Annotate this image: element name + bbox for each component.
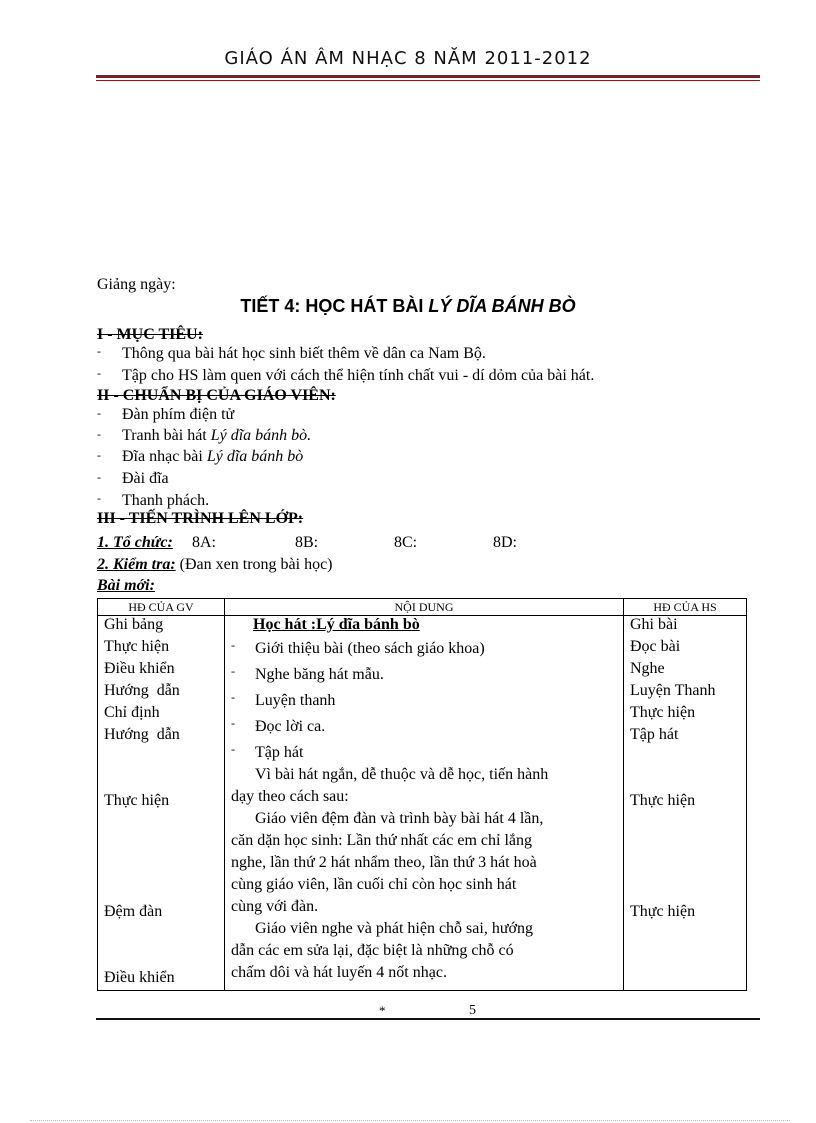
page-header: GIÁO ÁN ÂM NHẠC 8 NĂM 2011-2012: [224, 48, 592, 69]
para-line: nghe, lần thứ 2 hát nhẩm theo, lần thứ 3 hát hoà: [231, 854, 537, 871]
hs-cell: [624, 616, 747, 991]
hs-item: Luyện Thanh: [630, 682, 716, 699]
gv-cell: [98, 616, 225, 991]
class-8c: 8C:: [394, 534, 418, 551]
section-2-heading: II - CHUẨN BỊ CỦA GIÁO VIÊN:: [97, 387, 336, 404]
bullet-dash: -: [231, 716, 235, 730]
hs-item: Thực hiện: [630, 792, 696, 809]
para-line: dẫn các em sửa lại, đặc biệt là những chỗ có: [231, 942, 514, 959]
header-rule: [96, 75, 760, 78]
class-8b: 8B:: [295, 534, 319, 551]
section-3-heading: III - TIẾN TRÌNH LÊN LỚP:: [97, 510, 304, 527]
header-rule-thin: [96, 80, 760, 81]
kiem-tra-line: 2. Kiểm tra: (Đan xen trong bài học): [97, 556, 333, 573]
content-item: Tập hát: [255, 744, 304, 761]
hs-item: Tập hát: [630, 726, 679, 743]
bai-moi-label: Bài mới:: [97, 577, 155, 594]
objective-2: Tập cho HS làm quen với cách thể hiện tính chất vui - dí dỏm của bài hát.: [122, 367, 595, 384]
gv-item: Điều khiển: [104, 660, 175, 677]
prep-item-3: Đĩa nhạc bài Lý dĩa bánh bò: [122, 448, 304, 465]
prep-item-2: Tranh bài hát Lý dĩa bánh bò.: [122, 427, 312, 444]
bullet-dash: -: [231, 638, 235, 652]
date-label: Giảng ngày:: [97, 276, 176, 293]
objective-1: Thông qua bài hát học sinh biết thêm về dân ca Nam Bộ.: [122, 345, 486, 362]
class-8a: 8A:: [192, 534, 216, 551]
para-line: Vì bài hát ngắn, dễ thuộc và dễ học, tiến hành: [255, 766, 549, 783]
content-cell: [225, 616, 624, 991]
gv-item: Hướng dẫn: [104, 682, 180, 699]
content-item: Đọc lời ca.: [255, 718, 326, 735]
para-line: dạy theo cách sau:: [231, 788, 349, 805]
gv-item: Hướng dẫn: [104, 726, 180, 743]
bullet-dash: -: [97, 470, 101, 484]
prep-item-4: Đài đĩa: [122, 470, 169, 487]
para-line: cùng với đàn.: [231, 898, 319, 915]
gv-item: Ghi bảng: [104, 616, 164, 633]
bullet-dash: -: [97, 491, 101, 505]
gv-item: Chỉ định: [104, 704, 160, 721]
hs-item: Nghe: [630, 660, 665, 677]
content-title: Học hát :Lý dĩa bánh bò: [253, 616, 420, 633]
hs-item: Đọc bài: [630, 638, 681, 655]
bullet-dash: -: [231, 742, 235, 756]
header-content: NỘI DUNG: [225, 599, 624, 616]
hs-item: Thực hiện: [630, 704, 696, 721]
prep-item-1: Đàn phím điện tử: [122, 406, 235, 423]
to-chuc-label: 1. Tổ chức:: [97, 534, 173, 551]
gv-item: Thực hiện: [104, 792, 170, 809]
bullet-dash: -: [97, 427, 101, 441]
footer-mark: *: [379, 1003, 386, 1018]
header-hs: HĐ CỦA HS: [624, 599, 747, 616]
bullet-dash: -: [97, 366, 101, 380]
gv-item: Thực hiện: [104, 638, 170, 655]
para-line: chấm dôi và hát luyến 4 nốt nhạc.: [231, 964, 447, 981]
gv-item: Đệm đàn: [104, 903, 163, 920]
para-line: Giáo viên nghe và phát hiện chỗ sai, hướng: [255, 920, 533, 937]
bullet-dash: -: [231, 664, 235, 678]
gv-item: Điều khiển: [104, 969, 175, 986]
content-item: Nghe băng hát mẫu.: [255, 666, 384, 683]
lesson-table: [97, 598, 747, 991]
bullet-dash: -: [231, 690, 235, 704]
para-line: Giáo viên đệm đàn và trình bày bài hát 4 lần,: [255, 810, 544, 827]
bullet-dash: -: [97, 406, 101, 420]
header-gv: HĐ CỦA GV: [98, 599, 225, 616]
para-line: căn dặn học sinh: Lần thứ nhất các em chỉ lắng: [231, 832, 533, 849]
class-8d: 8D:: [493, 534, 517, 551]
section-1-heading: I - MỤC TIÊU:: [97, 326, 203, 343]
hs-item: Thực hiện: [630, 903, 696, 920]
lesson-title: TIẾT 4: HỌC HÁT BÀI LÝ DĨA BÁNH BÒ: [240, 296, 576, 316]
para-line: cùng giáo viên, lần cuối chỉ còn học sinh hát: [231, 876, 517, 893]
page-number: 5: [469, 1003, 476, 1018]
table-row: [98, 616, 747, 991]
bullet-dash: -: [97, 448, 101, 462]
content-item: Giới thiệu bài (theo sách giáo khoa): [255, 640, 485, 657]
content-item: Luyện thanh: [255, 692, 336, 709]
footer-rule: [96, 1018, 760, 1020]
page-edge-divider: [30, 1120, 790, 1121]
prep-item-5: Thanh phách.: [122, 492, 210, 509]
hs-item: Ghi bài: [630, 616, 678, 633]
bullet-dash: -: [97, 344, 101, 358]
table-header-row: [98, 599, 747, 616]
